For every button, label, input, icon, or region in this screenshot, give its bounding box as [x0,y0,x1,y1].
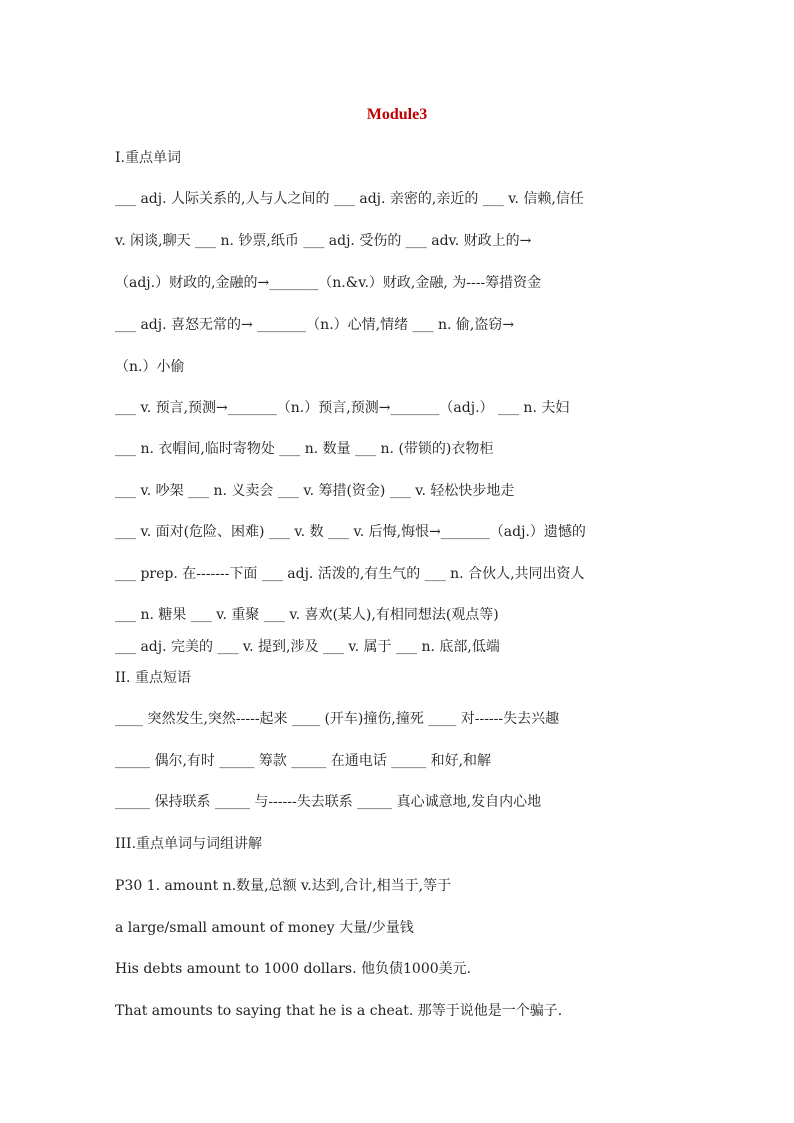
section-heading-explanation: III.重点单词与词组讲解 [115,836,263,852]
phrase-line: ____ 突然发生,突然-----起来 ____ (开车)撞伤,撞死 ____ 对------失去兴趣 [115,711,560,727]
section-heading-key-phrases: II. 重点短语 [115,670,191,686]
vocab-line: （adj.）财政的,金融的→_______（n.&v.）财政,金融, 为----筹措资金 [115,275,542,291]
vocab-line: v. 闲谈,聊天 ___ n. 钞票,纸币 ___ adj. 受伤的 ___ adv. 财政上的→ [115,233,532,249]
phrase-line: _____ 保持联系 _____ 与------失去联系 _____ 真心诚意地,发自内心地 [115,794,542,810]
vocab-line: ___ n. 衣帽间,临时寄物处 ___ n. 数量 ___ n. (带锁的)衣物柜 [115,441,494,457]
vocab-line: ___ v. 预言,预测→_______（n.）预言,预测→_______（adj.） ___ n. 夫妇 [115,400,570,416]
vocab-line: ___ adj. 人际关系的,人与人之间的 ___ adj. 亲密的,亲近的 ___ v. 信赖,信任 [115,191,584,207]
vocab-line: ___ prep. 在-------下面 ___ adj. 活泼的,有生气的 ___ n. 合伙人,共同出资人 [115,566,585,582]
vocab-line: ___ adj. 完美的 ___ v. 提到,涉及 ___ v. 属于 ___ n. 底部,低端 [115,639,500,655]
vocab-line: ___ v. 面对(危险、困难) ___ v. 数 ___ v. 后悔,悔恨→_______（adj.）遗憾的 [115,524,586,540]
explanation-line: P30 1. amount n.数量,总额 v.达到,合计,相当于,等于 [115,878,452,894]
example-line: a large/small amount of money 大量/少量钱 [115,920,414,936]
phrase-line: _____ 偶尔,有时 _____ 筹款 _____ 在通电话 _____ 和好,和解 [115,753,492,769]
vocab-line: ___ n. 糖果 ___ v. 重聚 ___ v. 喜欢(某人),有相同想法(观点等) [115,607,499,623]
vocab-line: （n.）小偷 [115,359,185,375]
page-title: Module3 [366,106,428,123]
vocab-line: ___ v. 吵架 ___ n. 义卖会 ___ v. 筹措(资金) ___ v. 轻松快步地走 [115,483,515,499]
example-line: That amounts to saying that he is a cheat. 那等于说他是一个骗子. [115,1003,563,1019]
example-line: His debts amount to 1000 dollars. 他负债1000美元. [115,961,472,977]
vocab-line: ___ adj. 喜怒无常的→ _______（n.）心情,情绪 ___ n. 偷,盗窃→ [115,317,515,333]
section-heading-key-words: I.重点单词 [115,150,181,166]
